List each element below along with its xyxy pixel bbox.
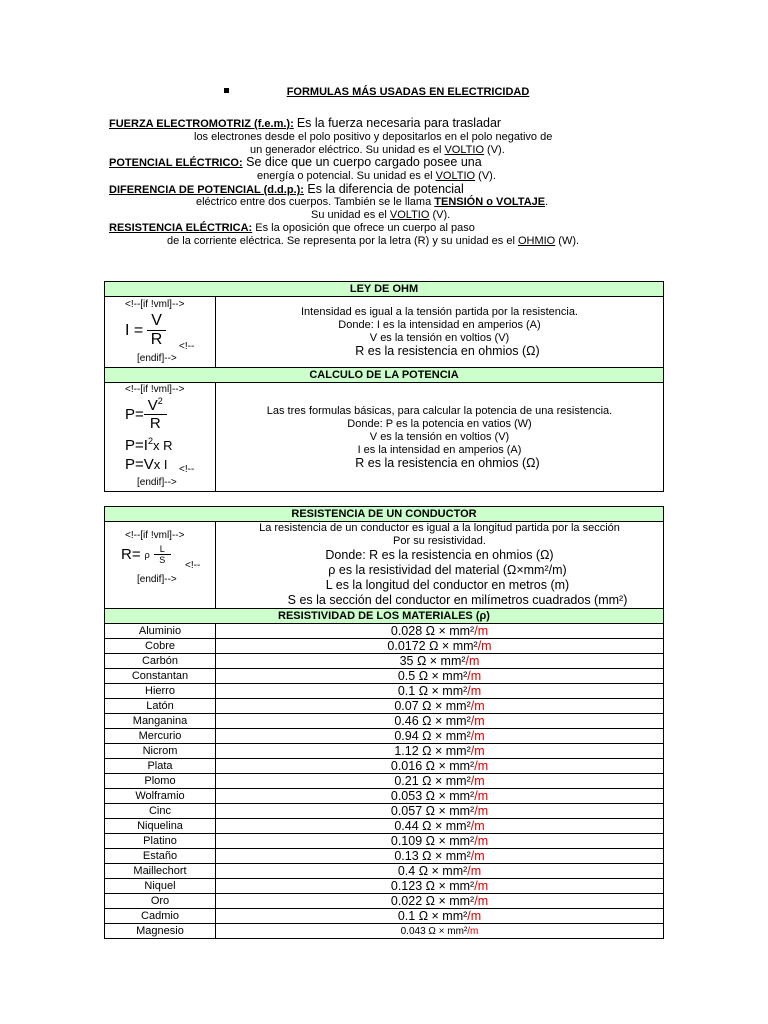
value-number: 0.07 bbox=[394, 699, 419, 713]
value-unit: Ω × mm² bbox=[415, 864, 468, 878]
potencia-f1-num-wrap bbox=[144, 396, 167, 415]
value-unit-tail: /m bbox=[474, 789, 489, 803]
material-name: Magnesio bbox=[105, 924, 216, 939]
potencia-f1-sup: 2 bbox=[157, 396, 163, 406]
value-number: 0.21 bbox=[394, 774, 419, 788]
resistencia-term: RESISTENCIA ELÉCTRICA: bbox=[109, 222, 253, 234]
material-value bbox=[216, 654, 664, 669]
value-unit: Ω × mm² bbox=[418, 714, 471, 728]
potencia-formula-3 bbox=[125, 456, 168, 473]
potencia-line-4: I es la intensidad en amperios (A) bbox=[357, 443, 522, 456]
resistencia-line-2 bbox=[167, 235, 579, 248]
material-value bbox=[216, 789, 664, 804]
value-unit: Ω × mm² bbox=[418, 744, 471, 758]
value-number: 35 bbox=[399, 654, 414, 668]
table-row bbox=[105, 924, 664, 939]
ohm-line-4: R es la resistencia en ohmios (Ω) bbox=[355, 344, 540, 358]
table-row bbox=[105, 624, 664, 639]
ohm-num: V bbox=[147, 312, 166, 331]
value-unit-tail: /m bbox=[467, 669, 482, 683]
table-row bbox=[105, 729, 664, 744]
potencia-f2-b: x R bbox=[152, 438, 173, 453]
fem-text-2: los electrones desde el polo positivo y depositarlos en el polo negativo de bbox=[194, 131, 553, 143]
value-unit: Ω × mm² bbox=[415, 669, 468, 683]
value-number: 0.109 bbox=[390, 834, 423, 848]
value-unit: Ω × mm² bbox=[418, 849, 471, 863]
ddp-line-3 bbox=[311, 209, 450, 222]
material-name: Estaño bbox=[105, 849, 216, 864]
ohm-formula-cell bbox=[105, 297, 216, 368]
material-name: Plomo bbox=[105, 774, 216, 789]
material-name: Cobre bbox=[105, 639, 216, 654]
value-unit-tail: /m bbox=[467, 864, 482, 878]
table-row bbox=[105, 669, 664, 684]
potencia-f3-b: x I bbox=[153, 457, 168, 472]
conductor-fraction bbox=[154, 544, 171, 565]
value-unit-tail: /m bbox=[470, 744, 485, 758]
resistencia-line-1 bbox=[109, 222, 475, 235]
ddp-text-3a: Su unidad es el bbox=[311, 209, 390, 221]
vml-open: <!--[if !vml]--> bbox=[125, 530, 185, 541]
value-number: 0.0172 bbox=[387, 639, 426, 653]
value-unit: Ω × mm² bbox=[425, 925, 468, 937]
fem-term: FUERZA ELECTROMOTRIZ (f.e.m.): bbox=[109, 118, 294, 130]
material-value bbox=[216, 759, 664, 774]
potencia-f2-sup: 2 bbox=[147, 436, 153, 446]
potencia-f1-num: V bbox=[147, 397, 158, 414]
material-name: Nicrom bbox=[105, 744, 216, 759]
table-row bbox=[105, 789, 664, 804]
material-name: Aluminio bbox=[105, 624, 216, 639]
material-value bbox=[216, 729, 664, 744]
vml-open: <!--[if !vml]--> bbox=[125, 384, 185, 395]
table-row bbox=[105, 849, 664, 864]
value-number: 0.022 bbox=[390, 894, 423, 908]
conductor-rho: ρ bbox=[144, 549, 150, 560]
conductor-line-3: Donde: R es la resistencia en ohmios (Ω) bbox=[325, 548, 554, 562]
table-row bbox=[105, 699, 664, 714]
ddp-term: DIFERENCIA DE POTENCIAL (d.d.p.): bbox=[109, 184, 304, 196]
value-number: 0.016 bbox=[390, 759, 423, 773]
table-row bbox=[105, 804, 664, 819]
value-number: 0.46 bbox=[394, 714, 419, 728]
ohm-description bbox=[216, 297, 664, 368]
material-name: Mercurio bbox=[105, 729, 216, 744]
value-unit: Ω × mm² bbox=[418, 699, 471, 713]
table-row bbox=[105, 864, 664, 879]
value-unit-tail: /m bbox=[474, 624, 489, 638]
potencia-formula-1 bbox=[125, 396, 167, 432]
value-unit-tail: /m bbox=[467, 684, 482, 698]
resistencia-text-1: Es la oposición que ofrece un cuerpo al paso bbox=[252, 222, 475, 234]
fem-line-1 bbox=[109, 117, 501, 131]
value-number: 0.44 bbox=[394, 819, 419, 833]
material-value bbox=[216, 669, 664, 684]
conductor-line-1: La resistencia de un conductor es igual a la longitud partida por la sección bbox=[259, 522, 620, 534]
value-unit: Ω × mm² bbox=[413, 654, 466, 668]
value-unit: Ω × mm² bbox=[422, 834, 475, 848]
table-row bbox=[105, 654, 664, 669]
value-number: 0.057 bbox=[390, 804, 423, 818]
potencia-f1-lhs: P= bbox=[125, 405, 144, 423]
value-unit: Ω × mm² bbox=[422, 789, 475, 803]
potencia-f2: P=I bbox=[125, 437, 148, 454]
value-number: 0.1 bbox=[397, 684, 416, 698]
table-row bbox=[105, 819, 664, 834]
potencial-line-1 bbox=[109, 156, 482, 170]
conductor-formula-cell bbox=[105, 522, 216, 609]
ohm-header: LEY DE OHM bbox=[105, 282, 664, 297]
potencia-f3: P=V bbox=[125, 456, 154, 473]
material-name: Niquelina bbox=[105, 819, 216, 834]
value-number: 0.5 bbox=[397, 669, 416, 683]
potencia-formula-2 bbox=[125, 436, 172, 454]
potencia-f1-fraction bbox=[144, 396, 167, 432]
value-number: 0.028 bbox=[390, 624, 423, 638]
vml-close: <!-- bbox=[179, 341, 195, 352]
material-value bbox=[216, 834, 664, 849]
potencial-text-2b: (V). bbox=[475, 170, 496, 182]
value-number: 0.053 bbox=[390, 789, 423, 803]
value-number: 1.12 bbox=[394, 744, 419, 758]
material-name: Platino bbox=[105, 834, 216, 849]
material-value bbox=[216, 744, 664, 759]
material-name: Cadmio bbox=[105, 909, 216, 924]
material-name: Carbón bbox=[105, 654, 216, 669]
potencia-line-3: V es la tensión en voltios (V) bbox=[369, 430, 510, 443]
material-value bbox=[216, 849, 664, 864]
material-value bbox=[216, 774, 664, 789]
vml-close: <!-- bbox=[179, 464, 195, 475]
material-value bbox=[216, 924, 664, 939]
conductor-lhs: R= bbox=[121, 546, 141, 563]
ohm-potencia-table bbox=[104, 281, 664, 492]
value-number: 0.123 bbox=[390, 879, 423, 893]
table-row bbox=[105, 714, 664, 729]
material-name: Niquel bbox=[105, 879, 216, 894]
vml-endif: [endif]--> bbox=[137, 477, 177, 488]
ohm-line-3: V es la tensión en voltios (V) bbox=[369, 332, 510, 344]
ddp-text-1: Es la diferencia de potencial bbox=[303, 182, 464, 196]
ddp-line-1 bbox=[109, 183, 464, 197]
table-row bbox=[105, 879, 664, 894]
conductor-description bbox=[216, 522, 664, 609]
value-unit: Ω × mm² bbox=[422, 624, 475, 638]
material-name: Constantan bbox=[105, 669, 216, 684]
potencia-f1-den: R bbox=[149, 415, 161, 432]
value-unit-tail: /m bbox=[470, 699, 485, 713]
resistencia-text-2b: (W). bbox=[555, 235, 580, 247]
fem-unit: VOLTIO bbox=[444, 144, 484, 156]
material-name: Latón bbox=[105, 699, 216, 714]
vml-endif: [endif]--> bbox=[137, 353, 177, 364]
value-unit-tail: /m bbox=[467, 909, 482, 923]
material-value bbox=[216, 864, 664, 879]
value-unit-tail: /m bbox=[467, 925, 479, 937]
resistencia-unit: OHMIO bbox=[517, 235, 556, 247]
value-unit-tail: /m bbox=[477, 639, 492, 653]
material-name: Hierro bbox=[105, 684, 216, 699]
resistencia-text-2a: de la corriente eléctrica. Se representa por la letra (R) y su unidad es el bbox=[167, 235, 518, 247]
material-value bbox=[216, 684, 664, 699]
potencia-line-2: Donde: P es la potencia en vatios (W) bbox=[347, 417, 532, 430]
potencia-formula-cell bbox=[105, 383, 216, 492]
conductor-line-2: Por su resistividad. bbox=[393, 535, 486, 547]
material-value bbox=[216, 699, 664, 714]
ohm-line-2: Donde: I es la intensidad en amperios (A) bbox=[338, 319, 541, 331]
value-unit: Ω × mm² bbox=[422, 804, 475, 818]
value-unit-tail: /m bbox=[474, 759, 489, 773]
value-unit-tail: /m bbox=[470, 819, 485, 833]
value-unit-tail: /m bbox=[474, 879, 489, 893]
material-name: Manganina bbox=[105, 714, 216, 729]
vml-endif: [endif]--> bbox=[137, 574, 177, 585]
value-unit: Ω × mm² bbox=[418, 729, 471, 743]
material-name: Cinc bbox=[105, 804, 216, 819]
value-unit: Ω × mm² bbox=[422, 759, 475, 773]
ddp-text-2c: . bbox=[545, 196, 549, 208]
value-unit-tail: /m bbox=[474, 894, 489, 908]
material-value bbox=[216, 639, 664, 654]
fem-text-3a: un generador eléctrico. Su unidad es el bbox=[250, 144, 445, 156]
table-row bbox=[105, 774, 664, 789]
table-row bbox=[105, 894, 664, 909]
potencia-line-5: R es la resistencia en ohmios (Ω) bbox=[355, 455, 540, 470]
ddp-line-2 bbox=[196, 196, 548, 209]
potencia-header: CALCULO DE LA POTENCIA bbox=[105, 368, 664, 383]
material-value bbox=[216, 804, 664, 819]
material-value bbox=[216, 879, 664, 894]
material-name: Wolframio bbox=[105, 789, 216, 804]
potencial-term: POTENCIAL ELÉCTRICO: bbox=[109, 157, 243, 169]
potencia-line-1: Las tres formulas básicas, para calcular la potencia de una resistencia. bbox=[266, 404, 613, 417]
value-unit: Ω × mm² bbox=[422, 894, 475, 908]
value-number: 0.13 bbox=[394, 849, 419, 863]
table-row bbox=[105, 834, 664, 849]
material-value bbox=[216, 714, 664, 729]
potencial-text-2a: energía o potencial. Su unidad es el bbox=[257, 170, 436, 182]
table-row bbox=[105, 684, 664, 699]
material-value bbox=[216, 624, 664, 639]
fem-text-1: Es la fuerza necesaria para trasladar bbox=[296, 116, 502, 130]
potencial-text-1: Se dice que un cuerpo cargado posee una bbox=[242, 155, 482, 169]
material-name: Oro bbox=[105, 894, 216, 909]
value-unit-tail: /m bbox=[465, 654, 480, 668]
ohm-fraction bbox=[147, 312, 166, 349]
value-unit: Ω × mm² bbox=[422, 879, 475, 893]
value-unit-tail: /m bbox=[470, 729, 485, 743]
material-value bbox=[216, 894, 664, 909]
value-unit: Ω × mm² bbox=[415, 909, 468, 923]
material-name: Plata bbox=[105, 759, 216, 774]
value-number: 0.043 bbox=[400, 925, 426, 937]
conductor-formula bbox=[121, 544, 171, 565]
value-unit: Ω × mm² bbox=[415, 684, 468, 698]
value-unit: Ω × mm² bbox=[425, 639, 478, 653]
ddp-text-3b: (V). bbox=[429, 209, 451, 221]
vml-open: <!--[if !vml]--> bbox=[125, 299, 185, 310]
value-unit-tail: /m bbox=[470, 714, 485, 728]
conductor-header: RESISTENCIA DE UN CONDUCTOR bbox=[105, 507, 664, 522]
conductor-num: L bbox=[154, 544, 171, 555]
fem-text-3b: (V). bbox=[484, 144, 505, 156]
conductor-line-4: ρ es la resistividad del material (Ω×mm²/m) bbox=[328, 563, 567, 577]
material-value bbox=[216, 819, 664, 834]
ddp-unit: VOLTIO bbox=[389, 209, 430, 221]
resistividad-header: RESISTIVIDAD DE LOS MATERIALES (ρ) bbox=[105, 609, 664, 624]
page-title: FORMULAS MÁS USADAS EN ELECTRICIDAD bbox=[286, 86, 530, 98]
potencial-unit: VOLTIO bbox=[435, 170, 476, 182]
ddp-voltaje: TENSIÓN o VOLTAJE bbox=[434, 196, 546, 208]
table-row bbox=[105, 759, 664, 774]
ohm-lhs: I = bbox=[125, 321, 144, 339]
ddp-text-2a: eléctrico entre dos cuerpos. También se le llama bbox=[196, 196, 435, 208]
resistividad-rows bbox=[105, 624, 664, 939]
ohm-den: R bbox=[150, 331, 163, 348]
table-row bbox=[105, 909, 664, 924]
value-unit: Ω × mm² bbox=[418, 774, 471, 788]
table-row bbox=[105, 639, 664, 654]
value-number: 0.1 bbox=[397, 909, 416, 923]
value-unit: Ω × mm² bbox=[418, 819, 471, 833]
value-number: 0.4 bbox=[397, 864, 416, 878]
ohm-formula bbox=[125, 312, 166, 349]
material-value bbox=[216, 909, 664, 924]
table-row bbox=[105, 744, 664, 759]
ohm-line-1: Intensidad es igual a la tensión partida por la resistencia. bbox=[300, 306, 578, 318]
vml-close: <!-- bbox=[185, 560, 201, 571]
value-unit-tail: /m bbox=[474, 804, 489, 818]
value-unit-tail: /m bbox=[470, 849, 485, 863]
conductor-den: S bbox=[159, 555, 166, 565]
value-number: 0.94 bbox=[394, 729, 419, 743]
conductor-line-6: S es la sección del conductor en milímetros cuadrados (mm²) bbox=[287, 593, 628, 607]
conductor-line-5: L es la longitud del conductor en metros (m) bbox=[325, 578, 570, 592]
potencia-description bbox=[216, 383, 664, 492]
conductor-table bbox=[104, 506, 664, 939]
material-name: Maillechort bbox=[105, 864, 216, 879]
value-unit-tail: /m bbox=[470, 774, 485, 788]
value-unit-tail: /m bbox=[474, 834, 489, 848]
